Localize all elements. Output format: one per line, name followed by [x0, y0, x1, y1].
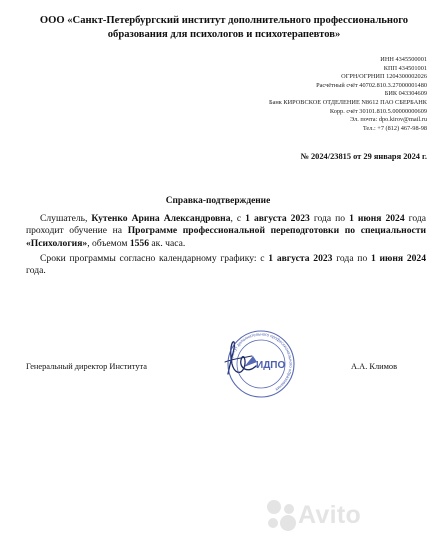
- signatory-role: Генеральный директор Института: [26, 362, 148, 371]
- start-date: 1 августа 2023: [245, 213, 310, 224]
- requisite-account: Расчётный счёт 40702.810.3.27000001480: [316, 81, 427, 89]
- requisite-inn: ИНН 4345500001: [380, 56, 427, 63]
- requisite-phone: Тел.: +7 (812) 467-98-98: [362, 124, 427, 132]
- seal-logo-text: ИДПО: [256, 360, 286, 371]
- paragraph-text: , объемом: [87, 237, 130, 249]
- requisite-kpp: КПП 434501001: [383, 64, 427, 72]
- paragraph-text: года проходит обучение на: [26, 213, 427, 237]
- paragraph-text: года.: [26, 265, 46, 277]
- paragraph-text: ак. часа.: [149, 237, 186, 249]
- institute-seal: [226, 329, 296, 399]
- document-number: № 2024/23815 от 29 января 2024 г.: [300, 152, 427, 161]
- organization-title-line2: образования для психологов и психотерапевтов»: [107, 29, 341, 40]
- program-name: Программе профессиональной переподготовки по специальности «Психология»: [26, 225, 426, 249]
- requisite-corr-account: Корр. счёт 30101.810.5.00000000609: [329, 107, 427, 115]
- paragraph-text: Слушатель,: [40, 213, 92, 224]
- paragraph-text: года по: [309, 213, 350, 224]
- end-date: 1 июня 2024: [349, 213, 405, 224]
- seal-caption: Институт дополнительного профессионального образования: [228, 331, 294, 393]
- program-hours: 1556: [129, 237, 150, 249]
- requisites-block: [217, 56, 427, 133]
- document-title: Справка-подтверждение: [165, 196, 271, 206]
- requisite-ogrn: ОГРН/ОГРНИП 1204300002026: [341, 73, 427, 81]
- requisite-bik: БИК 043304609: [384, 90, 427, 98]
- avito-logo-icon: [263, 498, 299, 532]
- requisite-email: Эл. почта: dpo.kirov@mail.ru: [350, 116, 427, 124]
- avito-watermark: Avito: [298, 501, 362, 529]
- signatory-name: А.А. Климов: [351, 362, 398, 371]
- certificate-paragraph: [26, 213, 426, 250]
- organization-title-line1: ООО «Санкт-Петербургский институт дополнительного профессионального: [39, 15, 409, 26]
- paragraph-text: Сроки программы согласно календарному графику: с: [40, 253, 269, 264]
- schedule-paragraph: [26, 253, 426, 278]
- requisite-bank: Банк КИРОВСКОЕ ОТДЕЛЕНИЕ N8612 ПАО СБЕРБАНК: [269, 98, 427, 106]
- schedule-start-date: 1 августа 2023: [268, 253, 333, 264]
- paragraph-text: года по: [332, 253, 371, 264]
- organization-title: [30, 14, 418, 42]
- paragraph-text: , с: [230, 213, 246, 224]
- student-name: Кутенко Арина Александровна: [91, 213, 231, 224]
- schedule-end-date: 1 июня 2024: [370, 253, 427, 264]
